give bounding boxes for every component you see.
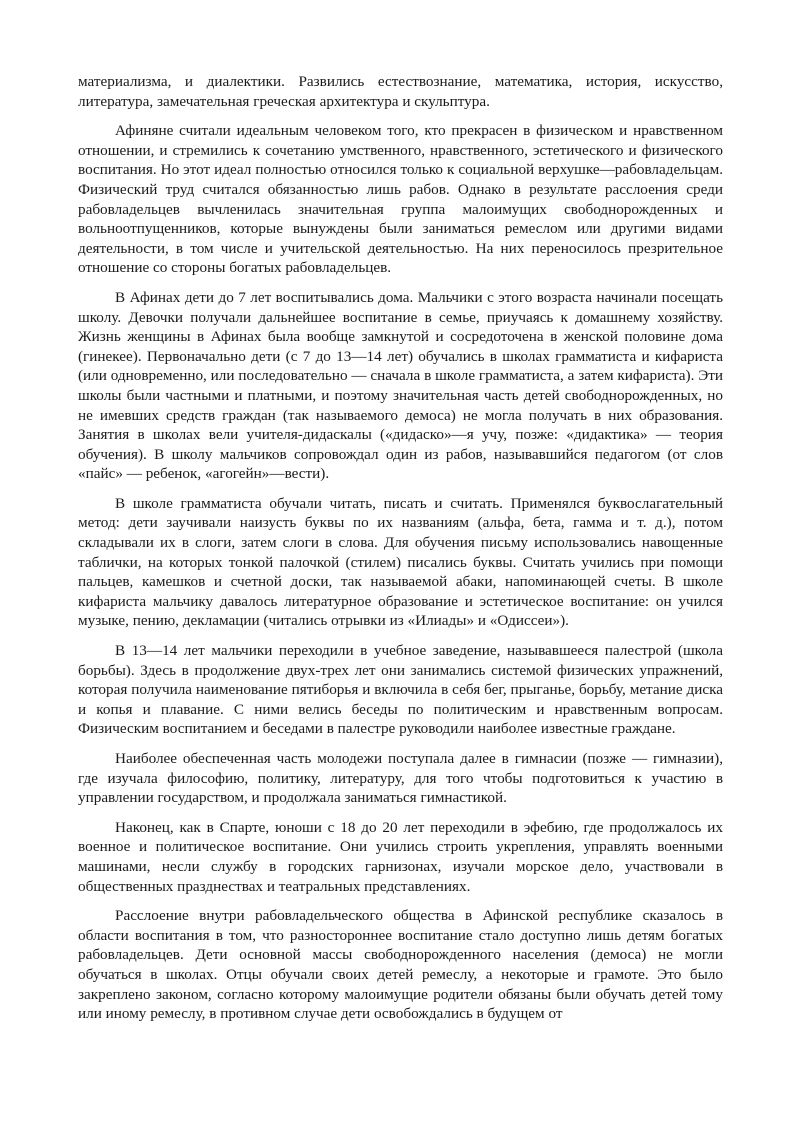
paragraph-palaestra: В 13—14 лет мальчики переходили в учебное заведение, называвшееся палестрой (школа борьбы). Здесь в продолжение двух-трех лет они занимались системой физических упражнений, которая получила наименование пятиборья и включила в себя бег, прыганье, борьбу, метание диска и копья и плавание. С ними велись беседы по политическим и нравственным вопросам. Физическим воспитанием и беседами в палестре руководили наиболее известные граждане. (78, 642, 723, 738)
paragraph-ephebia: Наконец, как в Спарте, юноши с 18 до 20 лет переходили в эфебию, где продолжалось их военное и политическое воспитание. Они учились строить укрепления, управлять военными машинами, несли службу в городских гарнизонах, изучали морское дело, участвовали в общественных празднествах и театральных представлениях. (78, 818, 723, 895)
paragraph-continuation: материализма, и диалектики. Развились естествознание, математика, история, искусство, литература, замечательная греческая архитектура и скульптура. (78, 73, 723, 110)
paragraph-stratification: Расслоение внутри рабовладельческого общества в Афинской республике сказалось в области воспитания в том, что разностороннее воспитание стало доступно лишь детям богатых рабовладельцев. Дети основной массы свободнорожденного населения (демоса) не могли обучаться в школах. Отцы обучали своих детей ремеслу, а некоторые и грамоте. Это было закреплено законом, согласно которому малоимущие родители обязаны были обучать детей тому или иному ремеслу, в противном случае дети освобождались в будущем от (78, 907, 723, 1023)
paragraph-athenian-schools: В Афинах дети до 7 лет воспитывались дома. Мальчики с этого возраста начинали посещать школу. Девочки получали дальнейшее воспитание в семье, приучаясь к домашнему хозяйству. Жизнь женщины в Афинах была вообще замкнутой и сосредоточена в женской половине дома (гинекее). Первоначально дети (с 7 до 13—14 лет) обучались в школах грамматиста и кифариста (или одновременно, или последовательно — сначала в школе грамматиста, а затем кифариста). Эти школы были частными и платными, и поэтому значительная часть детей свободнорожденных, но не имевших средств граждан (так называемого демоса) не могла получать в них образования. Занятия в школах вели учителя-дидаскалы («дидаско»—я учу, позже: «дидактика» — теория обучения). В школу мальчиков сопровождал один из рабов, называвшийся педагогом (от слов «пайс» — ребенок, «агогейн»—вести). (78, 288, 723, 483)
paragraph-athenian-ideal: Афиняне считали идеальным человеком того, кто прекрасен в физическом и нравственном отношении, и стремились к сочетанию умственного, нравственного, эстетического и физического воспитания. Но этот идеал полностью относился только к социальной верхушке—рабовладельцам. Физический труд считался обязанностью лишь рабов. Однако в результате расслоения среди рабовладельцев вычленилась значительная группа малоимущих свободнорожденных и вольноотпущенников, которые вынуждены были заниматься ремеслом или другими видами деятельности, в том числе и учительской деятельностью. На них переносилось презрительное отношение со стороны богатых рабовладельцев. (78, 122, 723, 277)
document-page (78, 72, 723, 1034)
paragraph-grammatist-school: В школе грамматиста обучали читать, писать и считать. Применялся буквослагательный метод: дети заучивали наизусть буквы по их названиям (альфа, бета, гамма и т. д.), потом складывали их в слоги, затем слоги в слова. Для обучения письму использовались навощенные таблички, на которых тонкой палочкой (стилем) писались буквы. Считать учились при помощи пальцев, камешков и счетной доски, так называемой абаки, напоминающей счеты. В школе кифариста мальчику давалось литературное образование и эстетическое воспитание: он учился музыке, пению, декламации (читались отрывки из «Илиады» и «Одиссеи»). (78, 494, 723, 630)
paragraph-gymnasium: Наиболее обеспеченная часть молодежи поступала далее в гимнасии (позже — гимназии), где изучала философию, политику, литературу, для того чтобы подготовиться к участию в управлении государством, и продолжала заниматься гимнастикой. (78, 750, 723, 807)
